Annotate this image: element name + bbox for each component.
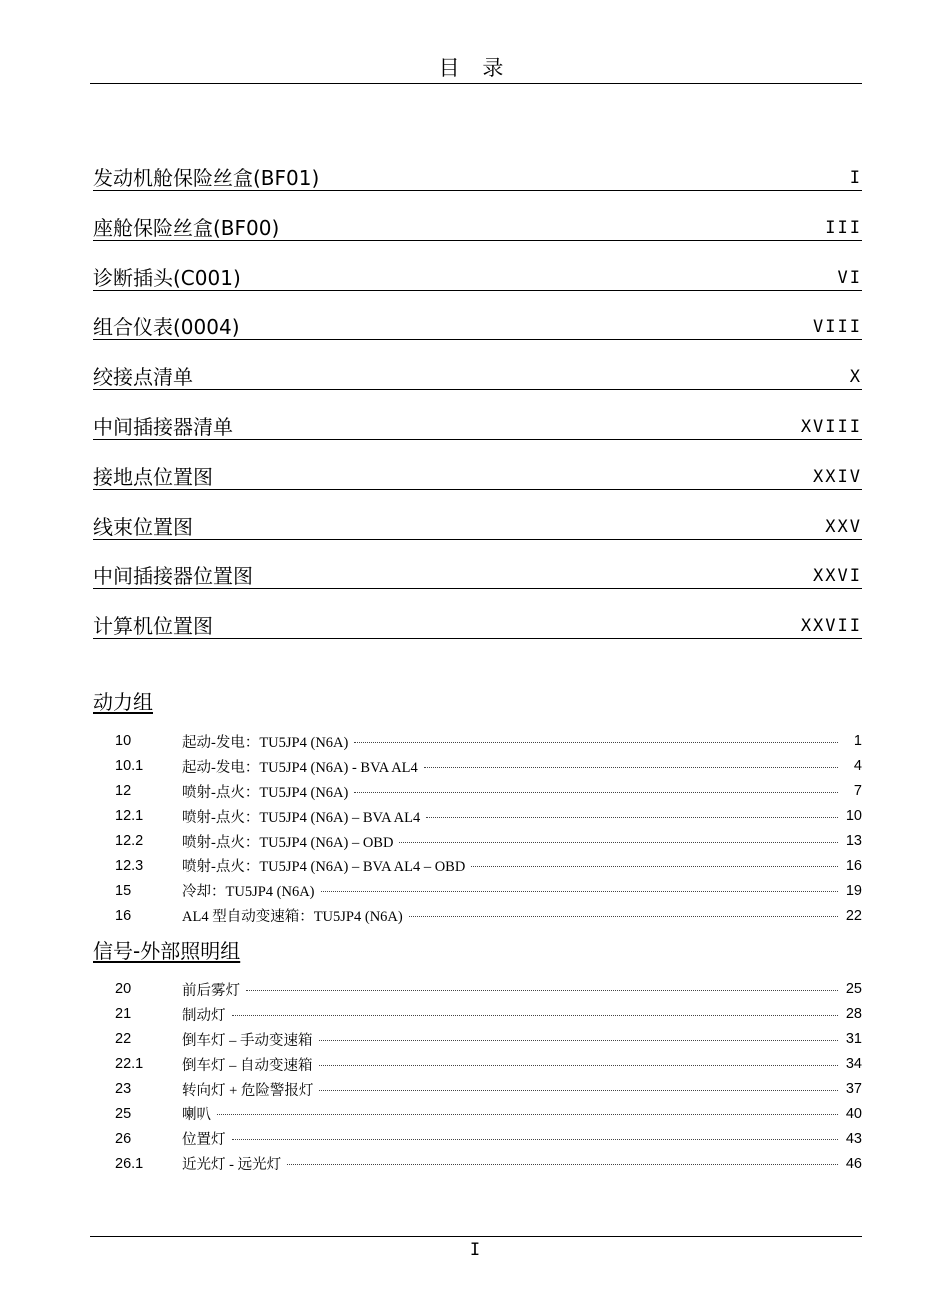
dot-leader: [217, 1114, 838, 1115]
toc-item-title: 线束位置图: [93, 514, 193, 539]
entry-number: 10.1: [115, 758, 144, 775]
entry-label: 制动灯: [182, 1007, 226, 1024]
entry-page: 37: [845, 1081, 862, 1097]
toc-item[interactable]: [93, 465, 862, 515]
list-item[interactable]: [93, 1027, 862, 1052]
top-rule: [90, 83, 862, 84]
toc-item-title: 诊断插头(C001): [93, 265, 241, 290]
dot-leader: [471, 866, 838, 867]
toc-item-title: 计算机位置图: [93, 614, 213, 639]
dot-leader: [321, 891, 838, 892]
toc-item-page: XVIII: [800, 416, 862, 437]
toc-item-title: 接地点位置图: [93, 464, 213, 489]
dot-leader: [399, 842, 838, 843]
toc-item-page: XXIV: [813, 466, 862, 487]
toc-item-page: I: [849, 168, 862, 188]
entry-number: 22.1: [115, 1056, 144, 1073]
entry-label: 倒车灯 – 自动变速箱: [182, 1057, 313, 1074]
entry-page: 19: [845, 882, 862, 899]
toc-item-title: 组合仪表(0004): [93, 315, 240, 340]
dot-leader: [319, 1065, 839, 1066]
entry-label: 倒车灯 – 手动变速箱: [182, 1032, 313, 1049]
entry-number: 12.1: [115, 808, 144, 825]
entry-number: 16: [115, 907, 132, 924]
entry-page: 25: [845, 981, 862, 998]
toc-item-page: XXVI: [813, 566, 862, 587]
powertrain-entries: [93, 729, 862, 928]
toc-item[interactable]: [93, 564, 862, 614]
entry-label: 喇叭: [182, 1107, 211, 1124]
entry-label: 起动-发电：TU5JP4 (N6A) - BVA AL4: [182, 759, 418, 776]
toc-item-page: X: [849, 367, 862, 388]
section-heading-powertrain: 动力组: [93, 690, 153, 714]
entry-number: 22: [115, 1031, 132, 1048]
toc-item[interactable]: [93, 365, 862, 415]
dot-leader: [287, 1164, 838, 1165]
dot-leader: [232, 1015, 839, 1016]
entry-label: AL4 型自动变速箱：TU5JP4 (N6A): [182, 909, 403, 926]
toc-item[interactable]: [93, 266, 862, 316]
entry-label: 冷却：TU5JP4 (N6A): [182, 884, 315, 901]
toc-item-page: VIII: [813, 317, 862, 338]
entry-page: 28: [845, 1006, 862, 1023]
entry-label: 喷射-点火：TU5JP4 (N6A) – OBD: [182, 834, 394, 851]
list-item[interactable]: [93, 1101, 862, 1126]
dot-leader: [426, 817, 838, 818]
toc-item[interactable]: [93, 515, 862, 565]
entry-page: 7: [853, 783, 862, 800]
entry-page: 40: [845, 1105, 862, 1122]
toc-item-title: 绞接点清单: [93, 365, 193, 390]
toc-item[interactable]: [93, 315, 862, 365]
main-toc: [93, 166, 862, 664]
bottom-rule: [90, 1236, 862, 1237]
entry-number: 23: [115, 1081, 132, 1097]
entry-number: 25: [115, 1105, 132, 1122]
list-item[interactable]: [93, 754, 862, 779]
entry-number: 15: [115, 882, 132, 899]
entry-number: 12.2: [115, 833, 144, 849]
toc-item-title: 中间插接器清单: [93, 414, 233, 439]
entry-number: 26: [115, 1130, 132, 1147]
list-item[interactable]: [93, 853, 862, 878]
entry-page: 16: [845, 857, 862, 874]
entry-label: 喷射-点火：TU5JP4 (N6A) – BVA AL4 – OBD: [182, 859, 466, 876]
dot-leader: [319, 1090, 838, 1091]
entry-page: 22: [845, 907, 862, 924]
entry-page: 1: [853, 733, 862, 750]
toc-item-page: III: [825, 217, 862, 238]
entry-label: 位置灯: [182, 1132, 226, 1149]
toc-item[interactable]: [93, 415, 862, 465]
dot-leader: [354, 742, 838, 743]
entry-page: 34: [845, 1056, 862, 1073]
entry-page: 13: [845, 833, 862, 849]
toc-item[interactable]: [93, 166, 862, 216]
entry-number: 10: [115, 733, 132, 750]
entry-page: 4: [853, 758, 862, 775]
list-item[interactable]: [93, 1126, 862, 1151]
entry-number: 20: [115, 981, 132, 998]
toc-item-title: 发动机舱保险丝盒(BF01): [93, 166, 320, 190]
dot-leader: [354, 792, 838, 793]
entry-number: 26.1: [115, 1155, 144, 1172]
entry-number: 21: [115, 1006, 132, 1023]
toc-item-page: VI: [837, 267, 862, 288]
list-item[interactable]: [93, 1077, 862, 1102]
page-title: 目 录: [438, 56, 512, 80]
entry-page: 46: [845, 1155, 862, 1172]
toc-item[interactable]: [93, 614, 862, 664]
list-item[interactable]: [93, 779, 862, 804]
dot-leader: [319, 1040, 839, 1041]
entry-number: 12.3: [115, 857, 144, 874]
list-item[interactable]: [93, 1151, 862, 1176]
entry-label: 喷射-点火：TU5JP4 (N6A): [182, 784, 349, 801]
list-item[interactable]: [93, 1052, 862, 1077]
list-item[interactable]: [93, 729, 862, 754]
toc-item[interactable]: [93, 216, 862, 266]
page-number: I: [469, 1240, 481, 1260]
dot-leader: [424, 767, 838, 768]
entry-label: 转向灯 + 危险警报灯: [182, 1082, 314, 1099]
signal-lighting-entries: [93, 977, 862, 1176]
entry-label: 前后雾灯: [182, 982, 240, 999]
entry-page: 43: [845, 1130, 862, 1147]
list-item[interactable]: [93, 977, 862, 1002]
entry-page: 31: [845, 1031, 862, 1048]
section-heading-signal-lighting: 信号-外部照明组: [93, 939, 241, 963]
list-item[interactable]: [93, 804, 862, 829]
list-item[interactable]: [93, 829, 862, 854]
toc-item-page: XXVII: [800, 616, 862, 637]
dot-leader: [232, 1139, 839, 1140]
entry-label: 近光灯 - 远光灯: [182, 1157, 282, 1174]
toc-item-page: XXV: [825, 516, 862, 537]
entry-page: 10: [845, 808, 862, 825]
list-item[interactable]: [93, 903, 862, 928]
entry-number: 12: [115, 783, 132, 800]
toc-item-title: 中间插接器位置图: [93, 564, 253, 589]
entry-label: 喷射-点火：TU5JP4 (N6A) – BVA AL4: [182, 809, 421, 826]
dot-leader: [409, 916, 838, 917]
entry-label: 起动-发电：TU5JP4 (N6A): [182, 734, 349, 751]
dot-leader: [246, 990, 838, 991]
list-item[interactable]: [93, 878, 862, 903]
list-item[interactable]: [93, 1002, 862, 1027]
toc-item-title: 座舱保险丝盒(BF00): [93, 215, 280, 240]
